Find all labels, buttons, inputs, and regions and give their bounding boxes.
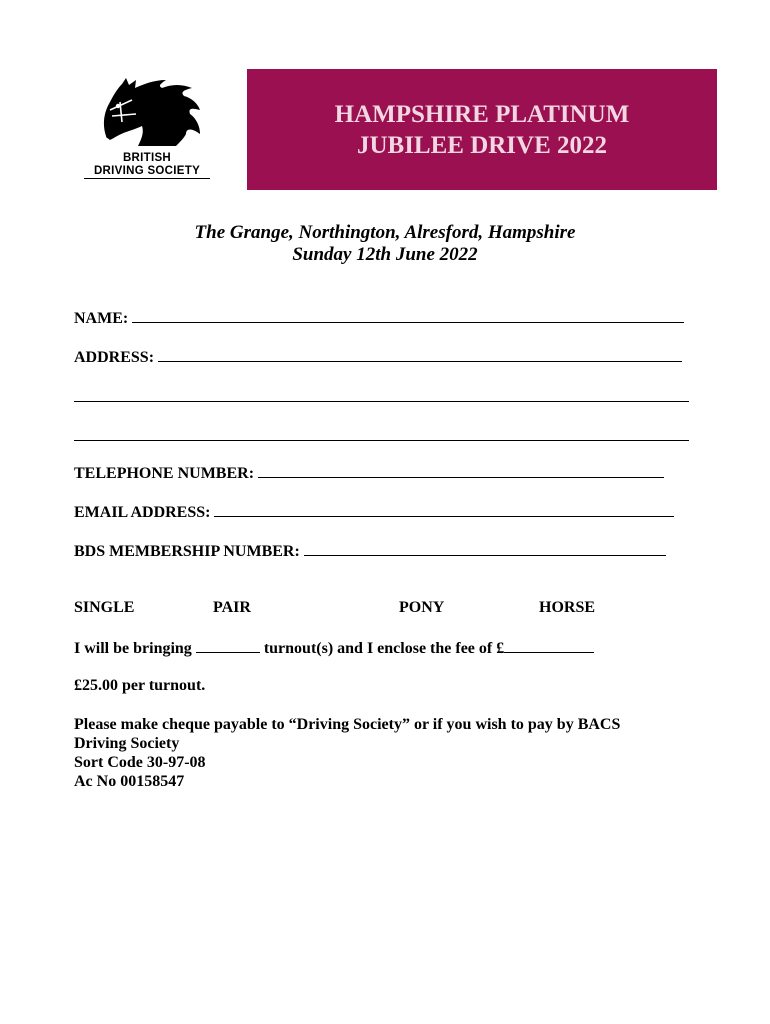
turnout-text-1: I will be bringing [74,640,192,657]
name-field[interactable] [74,308,684,328]
membership-input-line[interactable] [304,541,666,556]
venue-address: The Grange, Northington, Alresford, Hampshire [194,222,576,243]
account-number: Ac No 00158547 [74,773,185,790]
name-label: NAME: [74,310,129,327]
address-field[interactable] [74,347,682,367]
payment-instructions: Please make cheque payable to “Driving Society” or if you wish to pay by BACS [74,716,621,733]
banner-title-line2: JUBILEE DRIVE 2022 [356,131,608,159]
address-input-line[interactable] [158,347,682,362]
option-pony[interactable]: PONY [399,599,445,616]
turnout-text-2: turnout(s) and I enclose the fee of £ [263,640,505,657]
title-banner [247,69,717,190]
horse-head-icon [92,76,204,148]
logo-text-line2: DRIVING SOCIETY [84,165,210,179]
email-input-line[interactable] [214,502,674,517]
address-line-2[interactable] [74,400,689,402]
option-single[interactable]: SINGLE [74,599,135,616]
telephone-input-line[interactable] [258,463,664,478]
membership-field[interactable] [74,541,666,561]
telephone-label: TELEPHONE NUMBER: [74,465,255,482]
turnout-statement [74,638,594,658]
address-label: ADDRESS: [74,349,155,366]
event-date: Sunday 12th June 2022 [292,244,478,265]
telephone-field[interactable] [74,463,664,483]
banner-title-line1: HAMPSHIRE PLATINUM [334,100,630,128]
turnout-count-line[interactable] [196,638,260,653]
logo-text-line1: BRITISH [122,152,172,164]
membership-label: BDS MEMBERSHIP NUMBER: [74,543,300,560]
bds-logo [84,76,210,180]
payee-name: Driving Society [74,735,180,752]
fee-amount-line[interactable] [504,638,594,653]
email-field[interactable] [74,502,674,522]
address-line-3[interactable] [74,439,689,441]
name-input-line[interactable] [132,308,684,323]
fee-text: £25.00 per turnout. [74,677,206,694]
email-label: EMAIL ADDRESS: [74,504,211,521]
option-horse[interactable]: HORSE [539,599,596,616]
sort-code: Sort Code 30-97-08 [74,754,206,771]
option-pair[interactable]: PAIR [213,599,251,616]
